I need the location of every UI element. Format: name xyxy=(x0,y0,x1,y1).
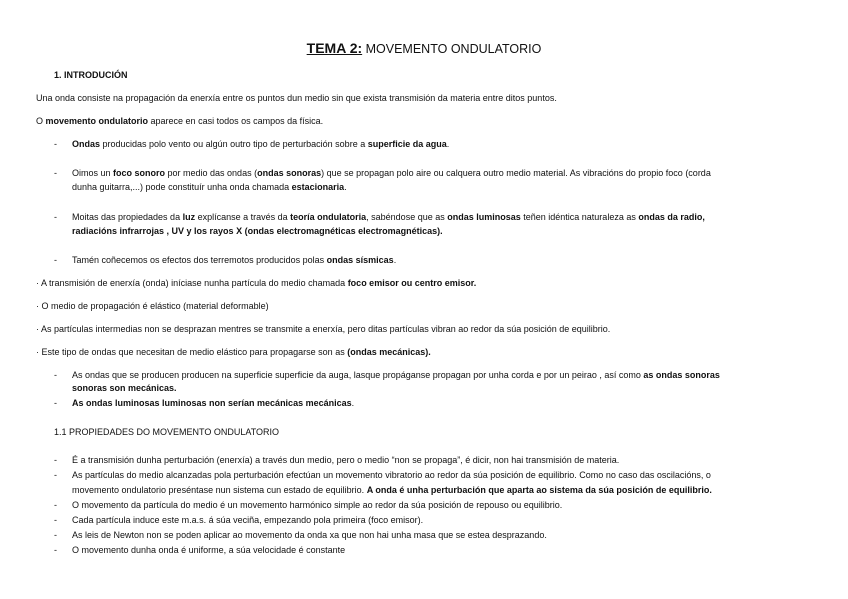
paragraph-definition: Una onda consiste na propagación da enerxía entre os puntos dun medio sin que exista transmisión da materia entre ditos puntos. xyxy=(36,93,557,103)
text: As ondas que se producen producen na superficie superficie da auga, lasque propáganse propagan por unha corda e por un peirao , así como xyxy=(72,370,644,380)
bullet-dash: - xyxy=(54,139,57,149)
bullet-dash: - xyxy=(54,212,57,222)
text: O xyxy=(36,116,46,126)
text: , sabéndose que as xyxy=(366,212,448,222)
text: . xyxy=(393,255,397,265)
text-bold: As ondas luminosas luminosas non serían mecánicas mecánicas xyxy=(72,398,352,408)
paragraph-medio-elastico: · O medio de propagación é elástico (material deformable) xyxy=(36,301,269,311)
bullet-item xyxy=(72,255,396,265)
text-bold: (ondas mecánicas). xyxy=(347,347,431,357)
text-bold: superficie da agua xyxy=(367,139,447,149)
title-main: TEMA 2: xyxy=(306,40,363,56)
bullet-item: Cada partícula induce este m.a.s. á súa veciña, empezando pola primeira (foco emisor). xyxy=(72,515,424,525)
bullet-item: As leis de Newton non se poden aplicar ao movemento da onda xa que non hai unha masa que se estea desprazando. xyxy=(72,530,547,540)
text: producidas polo vento ou algún outro tipo de perturbación sobre a xyxy=(100,139,368,149)
paragraph-foco-emisor xyxy=(36,278,476,288)
section-heading-introducion: 1. INTRODUCIÓN xyxy=(54,70,128,80)
text-bold: ondas da radio, xyxy=(638,212,705,222)
text: . xyxy=(446,139,450,149)
bullet-dash: - xyxy=(54,500,57,510)
bullet-dash: - xyxy=(54,530,57,540)
bullet-item-continuation xyxy=(72,485,712,495)
bullet-dash: - xyxy=(54,515,57,525)
text-bold: ondas sísmicas xyxy=(326,255,394,265)
bullet-dash: - xyxy=(54,398,57,408)
text: . xyxy=(351,398,355,408)
text: Oimos un xyxy=(72,168,114,178)
bullet-item xyxy=(72,398,354,408)
text: Tamén coñecemos os efectos dos terremotos producidos polas xyxy=(72,255,327,265)
bullet-item: O movemento da partícula do medio é un movemento harmónico simple ao redor da súa posición de repouso ou equilibrio. xyxy=(72,500,563,510)
text: dunha guitarra,...) pode constituír unha onda chamada xyxy=(72,182,292,192)
text-bold: foco sonoro xyxy=(113,168,166,178)
bullet-dash: - xyxy=(54,255,57,265)
bullet-item xyxy=(72,139,449,149)
bullet-dash: - xyxy=(54,168,57,178)
text-bold: estacionaria xyxy=(291,182,345,192)
bullet-item-continuation: radiacións infrarrojas , UV y los rayos X (ondas electromagnéticas electromagnéticas). xyxy=(72,226,443,236)
text: aparece en casi todos os campos da física. xyxy=(148,116,324,126)
text: · Este tipo de ondas que necesitan de medio elástico para propagarse son as xyxy=(36,347,348,357)
bullet-dash: - xyxy=(54,455,57,465)
text: ) que se propagan polo aire ou calquera outro medio material. As vibracións do propio foco (corda xyxy=(321,168,711,178)
text: . xyxy=(344,182,347,192)
section-heading-propiedades: 1.1 PROPIEDADES DO MOVEMENTO ONDULATORIO xyxy=(54,427,280,437)
text: por medio das ondas ( xyxy=(165,168,258,178)
bullet-item: É a transmisión dunha perturbación (enerxía) a través dun medio, pero o medio “non se propaga”, é dicir, non hai transmisión de materia. xyxy=(72,455,620,465)
text-bold: teoría ondulatoria xyxy=(290,212,367,222)
text-bold: luz xyxy=(182,212,196,222)
bullet-item-continuation xyxy=(72,182,347,192)
bullet-item: As partículas do medio alcanzadas pola perturbación efectúan un movemento vibratorio ao redor da súa posición de equilibrio. Como no caso das oscilacións, o xyxy=(72,470,711,480)
text: Moitas das propiedades da xyxy=(72,212,183,222)
bullet-dash: - xyxy=(54,470,57,480)
bullet-item xyxy=(72,370,720,380)
title-sub: MOVEMENTO ONDULATORIO xyxy=(365,42,542,56)
text: · A transmisión de enerxía (onda) iníciase nunha partícula do medio chamada xyxy=(36,278,348,288)
text-bold: Ondas xyxy=(72,139,101,149)
text-bold: A onda é unha perturbación que aparta ao sistema da súa posición de equilibrio. xyxy=(366,485,712,495)
bullet-item: O movemento dunha onda é uniforme, a súa velocidade é constante xyxy=(72,545,346,555)
page-title xyxy=(0,40,848,56)
text-bold: ondas sonoras xyxy=(257,168,322,178)
bullet-item xyxy=(72,168,711,178)
bullet-dash: - xyxy=(54,545,57,555)
text: movemento ondulatorio preséntase nun sistema cun estado de equilibrio. xyxy=(72,485,367,495)
bullet-item xyxy=(72,212,705,222)
text-bold: as ondas sonoras xyxy=(643,370,720,380)
text: explícanse a través da xyxy=(195,212,291,222)
text-bold: foco emisor ou centro emisor. xyxy=(347,278,477,288)
paragraph-particulas: · As partículas intermedias non se desprazan mentres se transmite a enerxía, pero ditas partículas vibran ao redor da súa posición de equilibrio. xyxy=(36,324,611,334)
text: teñen idéntica naturaleza as xyxy=(520,212,639,222)
bullet-dash: - xyxy=(54,370,57,380)
paragraph-movement xyxy=(36,116,323,126)
text-bold: movemento ondulatorio xyxy=(45,116,149,126)
text-bold: ondas luminosas xyxy=(447,212,521,222)
bullet-item-continuation: sonoras son mecánicas. xyxy=(72,383,177,393)
paragraph-ondas-mecanicas xyxy=(36,347,431,357)
